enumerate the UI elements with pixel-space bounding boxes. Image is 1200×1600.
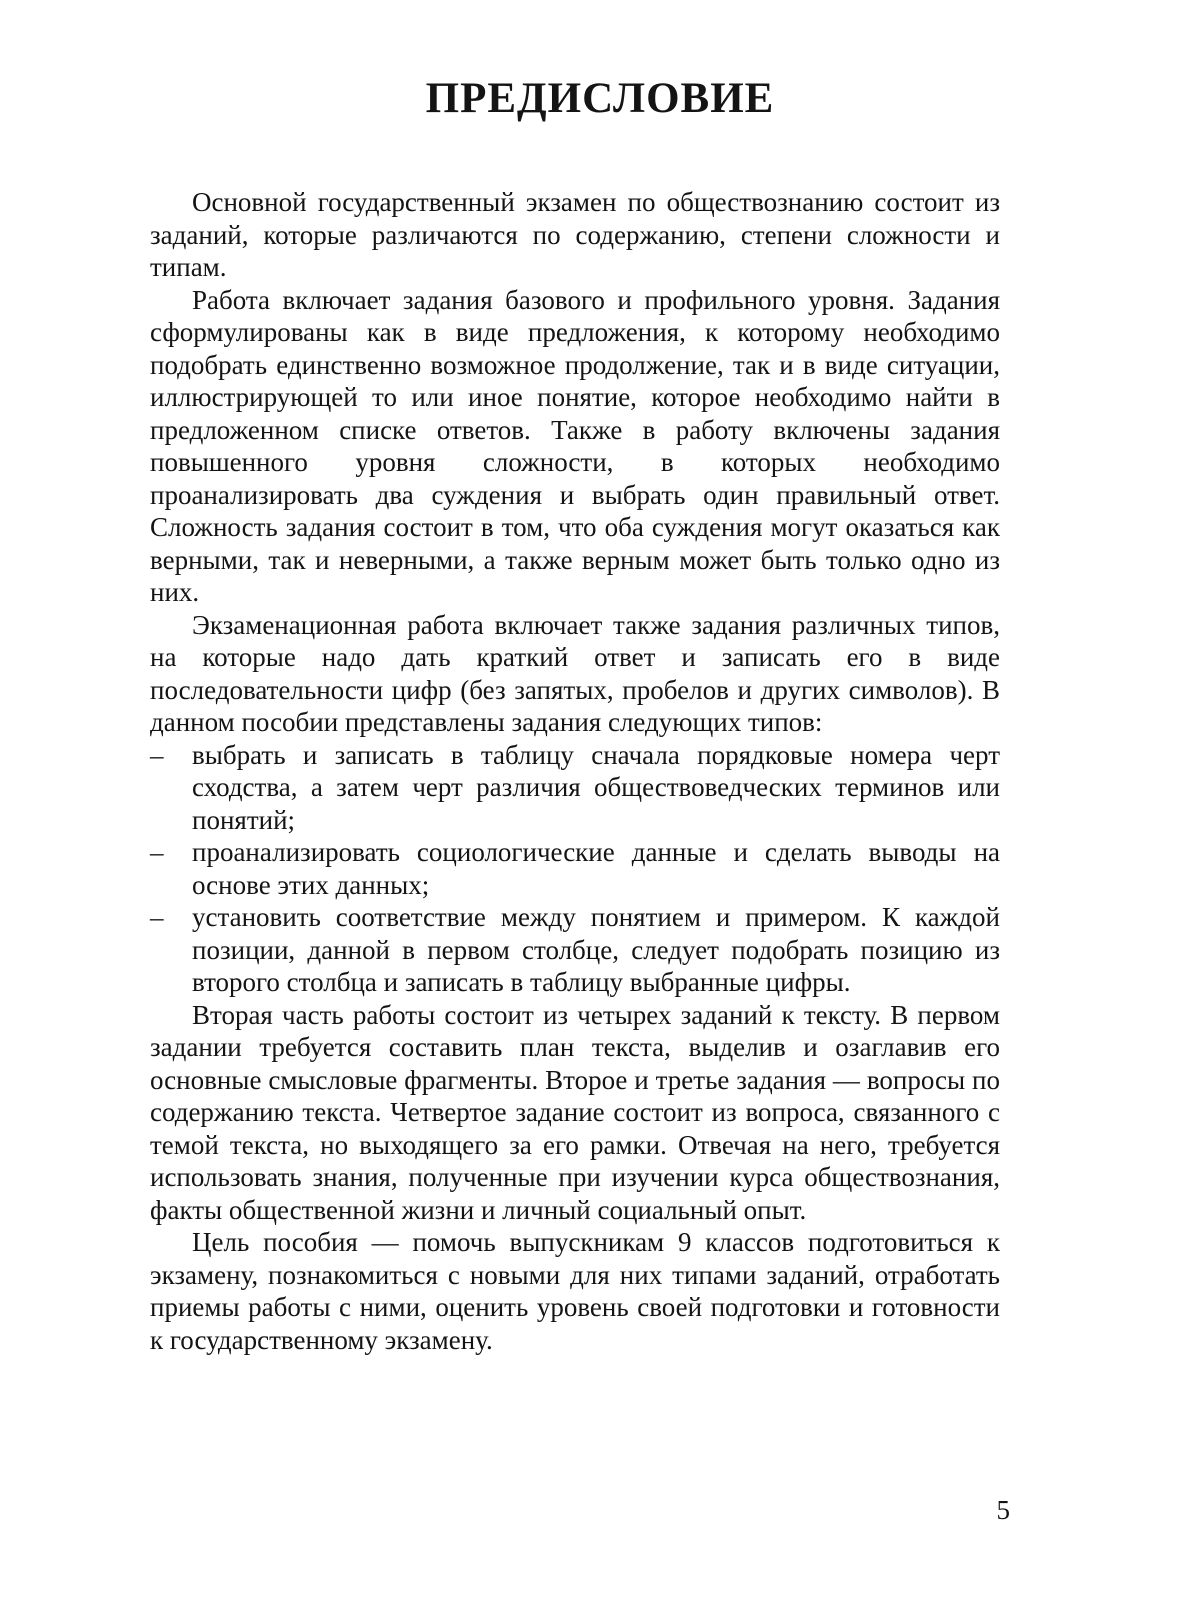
paragraph-task-types: Экзаменационная работа включает также задания различных типов, на которые надо дать краткий ответ и записать его в виде последовательности цифр (без запятых, пробелов и других символов). В данном пособии представлены задания следующих типов: <box>150 609 1000 737</box>
paragraph-task-levels: Работа включает задания базового и профильного уровня. Задания сформулированы как в виде предложения, к которому необходимо подобрать единственно возможное продолжение, так и в виде ситуации, иллюстрирующей то или иное понятие, которое необходимо найти в предложенном списке ответов. Также в работу включены задания повышенного уровня сложности, в которых необходимо проанализировать два суждения и выбрать один правильный ответ. Сложность задания состоит в том, что оба суждения могут оказаться как верными, так и неверными, а также верным может быть только одно из них. <box>150 284 1000 607</box>
paragraph-intro: Основной государственный экзамен по обществознанию состоит из заданий, которые различаются по содержанию, степени сложности и типам. <box>150 187 1000 282</box>
list-item <box>150 901 1000 999</box>
list-dash: – <box>150 739 164 770</box>
paragraph-goal: Цель пособия — помочь выпускникам 9 классов подготовиться к экзамену, познакомиться с новыми для них типами заданий, отработать приемы работы с ними, оценить уровень своей подготовки и готовности к государственному экзамену. <box>150 1227 1000 1355</box>
list-item-text: проанализировать социологические данные и сделать выводы на основе этих данных; <box>192 837 1000 900</box>
page-title: ПРЕДИСЛОВИЕ <box>425 75 775 122</box>
list-item-text: выбрать и записать в таблицу сначала порядковые номера черт сходства, а затем черт различия обществоведческих терминов или понятий; <box>192 739 1000 835</box>
paragraph-second-part: Вторая часть работы состоит из четырех заданий к тексту. В первом задании требуется составить план текста, выделив и озаглавив его основные смысловые фрагменты. Второе и третье задания — вопросы по содержанию текста. Четвертое задание состоит из вопроса, связанного с темой текста, но выходящего за его рамки. Отвечая на него, требуется использовать знания, полученные при изучении курса обществознания, факты общественной жизни и личный социальный опыт. <box>150 999 1000 1225</box>
list-dash: – <box>150 902 164 932</box>
task-types-list <box>150 739 1000 999</box>
list-dash: – <box>150 837 164 867</box>
list-item <box>150 836 1000 901</box>
list-item-text: установить соответствие между понятием и примером. К каждой позиции, данной в первом столбце, следует подобрать позицию из второго столбца и записать в таблицу выбранные цифры. <box>192 902 1000 997</box>
page-number: 5 <box>996 1495 1010 1525</box>
body-text <box>150 186 1000 1356</box>
list-item <box>150 739 1000 837</box>
